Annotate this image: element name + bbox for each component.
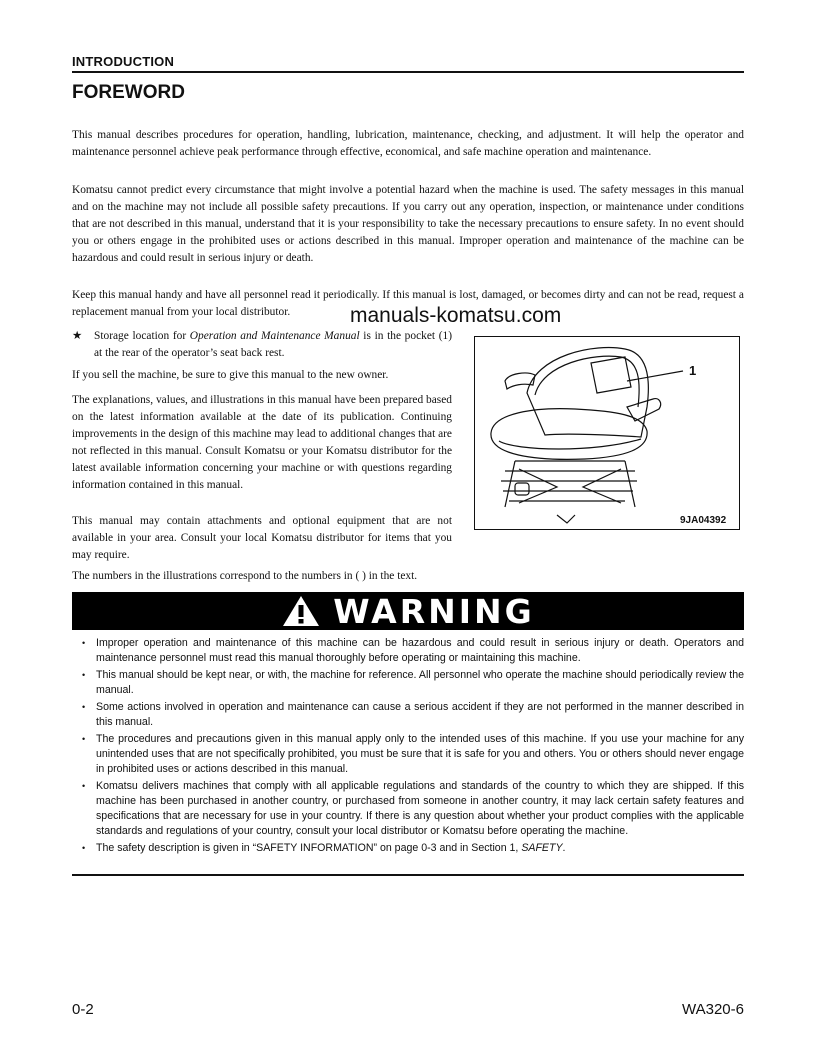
paragraph-4: If you sell the machine, be sure to give this manual to the new owner. bbox=[72, 369, 389, 381]
bullet-icon: • bbox=[82, 780, 86, 791]
storage-note bbox=[72, 328, 452, 362]
storage-manual-title: Operation and Maintenance Manual bbox=[189, 330, 360, 342]
warning-list bbox=[82, 636, 744, 858]
warning-item: • This manual should be kept near, or with, the machine for reference. All personnel who operate the machine should periodically review the manual. bbox=[82, 668, 744, 697]
figure-code: 9JA04392 bbox=[680, 515, 727, 526]
warning-title: WARNING bbox=[333, 591, 535, 631]
warning-triangle-icon bbox=[281, 594, 321, 628]
section-heading: INTRODUCTION bbox=[72, 54, 175, 69]
model-number: WA320-6 bbox=[682, 1001, 744, 1018]
callout-label: 1 bbox=[689, 363, 697, 378]
operator-seat-illustration bbox=[475, 337, 738, 528]
storage-suffix: is in the pocket (1) at the rear of the operator’s seat back rest. bbox=[94, 330, 452, 359]
bullet-icon: • bbox=[82, 701, 86, 712]
warning-banner bbox=[72, 592, 744, 630]
bullet-icon: • bbox=[82, 669, 86, 680]
bottom-rule bbox=[72, 874, 744, 876]
storage-prefix: Storage location for bbox=[94, 330, 190, 342]
top-rule bbox=[72, 71, 744, 73]
warning-item: • The procedures and precautions given in this manual apply only to the intended uses of this machine. If you use your machine for any unintended uses that are not specifically prohibited, you must be sure that it is safe for you and others. You or others should never engage in prohibited uses or actions described in this manual. bbox=[82, 732, 744, 776]
paragraph-6: This manual may contain attachments and optional equipment that are not available in your area. Consult your local Komatsu distributor for items that you may require. bbox=[72, 515, 452, 561]
warning-last-prefix: The safety description is given in “SAFETY INFORMATION” on page 0-3 and in Section 1, bbox=[96, 842, 522, 855]
page-number: 0-2 bbox=[72, 1001, 94, 1018]
warning-item: • Komatsu delivers machines that comply with all applicable regulations and standards of the country to which they are shipped. If this machine has been purchased in another country, or purchased from someone in another country, it may lack certain safety features and specifications that are necessary for use in your country. If there is any question about whether your product complies with the applicable standards and regulations of your country, consult your local distributor or Komatsu before operating the machine. bbox=[82, 779, 744, 838]
warning-last-suffix: . bbox=[562, 842, 566, 855]
seat-figure bbox=[474, 336, 740, 530]
paragraph-5: The explanations, values, and illustrations in this manual have been prepared based on the latest information available at the date of its publication. Continuing improvements in the design of this machine may lead to additional changes that are not reflected in this manual. Consult Komatsu or your Komatsu distributor for the latest available information concerning your machine or with questions regarding information contained in this manual. bbox=[72, 394, 452, 491]
warning-item bbox=[82, 841, 744, 856]
warning-item: • Some actions involved in operation and maintenance can cause a serious accident if they are not performed in the manner described in this manual. bbox=[82, 700, 744, 729]
paragraph-2: Komatsu cannot predict every circumstance that might involve a potential hazard when the machine is used. The safety messages in this manual and on the machine may not include all possible safety precautions. If you carry out any operation, inspection, or maintenance under conditions that are not described in this manual, understand that it is your responsibility to take the necessary precautions to ensure safety. In no event should you or others engage in the prohibited uses or actions described in this manual. Improper operation and maintenance of the machine can be hazardous and could result in serious injury or death. bbox=[72, 184, 744, 264]
warning-last-italic: SAFETY bbox=[521, 842, 563, 855]
bullet-icon: • bbox=[82, 843, 86, 854]
warning-item: • Improper operation and maintenance of this machine can be hazardous and could result in serious injury or death. Operators and maintenance personnel must read this manual thoroughly before operating or maintaining this machine. bbox=[82, 637, 744, 665]
bullet-icon: • bbox=[82, 733, 86, 744]
star-icon: ★ bbox=[72, 330, 83, 342]
manual-pocket bbox=[591, 357, 631, 393]
watermark: manuals-komatsu.com bbox=[350, 304, 562, 327]
paragraph-3: Keep this manual handy and have all personnel read it periodically. If this manual is lost, damaged, or becomes dirty and can not be read, request a replacement manual from your local distributor. bbox=[72, 289, 744, 318]
paragraph-1: This manual describes procedures for operation, handling, lubrication, maintenance, checking, and adjustment. It will help the operator and maintenance personnel achieve peak performance through effective, economical, and safe machine operation and maintenance. bbox=[72, 129, 744, 158]
paragraph-7: The numbers in the illustrations correspond to the numbers in ( ) in the text. bbox=[72, 570, 418, 582]
page-title: FOREWORD bbox=[72, 82, 185, 103]
bullet-icon: • bbox=[82, 638, 86, 648]
